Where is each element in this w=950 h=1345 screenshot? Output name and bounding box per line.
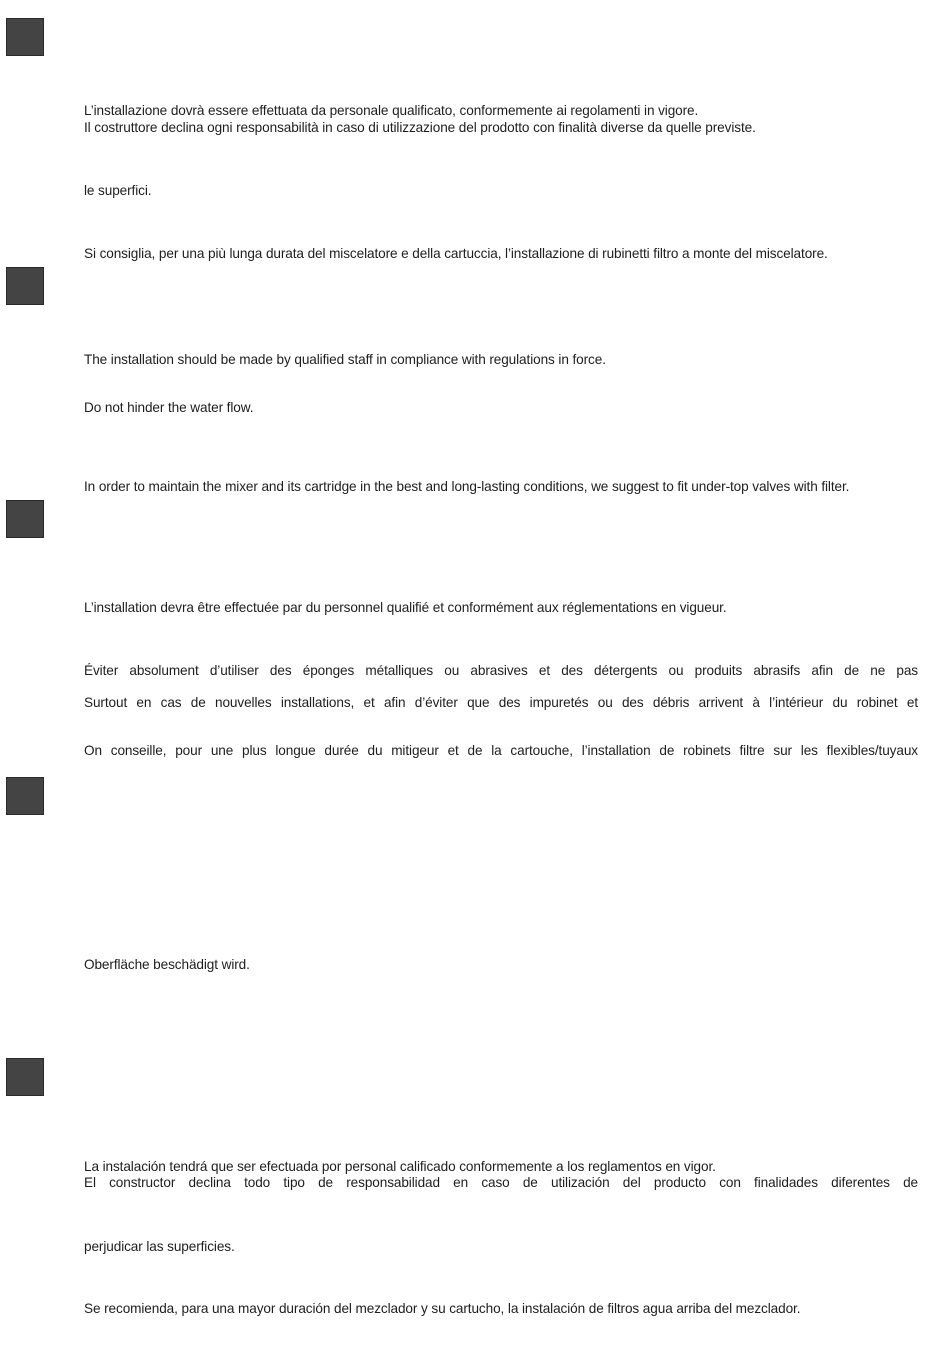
text-line: Si consiglia, per una più lunga durata del miscelatore e della cartuccia, l’installazione di rubinetti filtro a monte del miscelatore. <box>84 246 828 261</box>
text-line: Il costruttore declina ogni responsabilità in caso di utilizzazione del prodotto con finalità diverse da quelle previste. <box>84 120 756 135</box>
text-line: Oberfläche beschädigt wird. <box>84 957 250 972</box>
text-line: Se recomienda, para una mayor duración del mezclador y su cartucho, la instalación de filtros agua arriba del mezclador. <box>84 1301 801 1316</box>
text-line: Éviter absolument d’utiliser des éponges métalliques ou abrasives et des détergents ou produits abrasifs afin de ne pas <box>84 663 918 678</box>
text-line: On conseille, pour une plus longue durée du mitigeur et de la cartouche, l’installation de robinets filtre sur les flexibles/tuyaux <box>84 743 918 758</box>
text-line: El constructor declina todo tipo de responsabilidad en caso de utilización del producto con finalidades diferentes de <box>84 1175 918 1190</box>
text-line: L’installation devra être effectuée par du personnel qualifié et conformément aux réglementations en vigueur. <box>84 600 727 615</box>
text-line: L’installazione dovrà essere effettuata da personale qualificato, conformemente ai regolamenti in vigore. <box>84 103 699 118</box>
section-marker-es <box>6 1058 44 1096</box>
text-line: In order to maintain the mixer and its cartridge in the best and long-lasting conditions, we suggest to fit under-top valves with filter. <box>84 479 850 494</box>
text-line: le superfici. <box>84 183 152 198</box>
section-marker-fr <box>6 500 44 538</box>
section-marker-de <box>6 777 44 815</box>
text-line: La instalación tendrá que ser efectuada por personal calificado conformemente a los reglamentos en vigor. <box>84 1159 716 1174</box>
section-marker-it <box>6 18 44 56</box>
text-line: perjudicar las superficies. <box>84 1239 235 1254</box>
text-line: The installation should be made by qualified staff in compliance with regulations in force. <box>84 352 606 367</box>
text-line: Do not hinder the water flow. <box>84 400 254 415</box>
section-marker-en <box>6 267 44 305</box>
text-line: Surtout en cas de nouvelles installations, et afin d’éviter que des impuretés ou des débris arrivent à l’intérieur du robinet et <box>84 695 918 710</box>
